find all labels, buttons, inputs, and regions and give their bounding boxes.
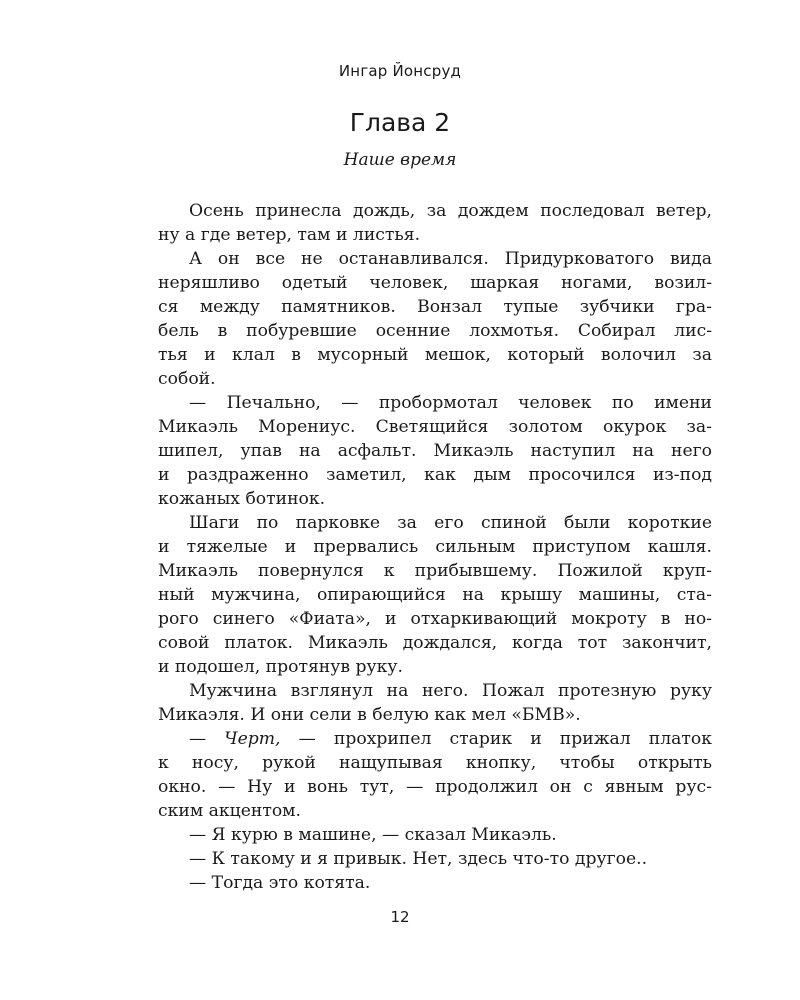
- text-line: кожаных ботинок.: [158, 489, 326, 509]
- text-line: тья и клал в мусорный мешок, который волочил за: [158, 345, 712, 365]
- text-line: — Я курю в машине, — сказал Микаэль.: [189, 825, 557, 845]
- text-line: шипел, упав на асфальт. Микаэль наступил на него: [158, 441, 712, 461]
- text-line: Микаэль Морениус. Светящийся золотом окурок за-: [158, 417, 712, 437]
- text-line: Осень принесла дождь, за дождем последовал ветер,: [189, 201, 712, 221]
- text-line: и подошел, протянув руку.: [158, 657, 403, 677]
- text-line: собой.: [158, 369, 216, 389]
- text-line: рого синего «Фиата», и отхаркивающий мокроту в но-: [158, 609, 712, 629]
- text-line: бель в побуревшие осенние лохмотья. Собирал лис-: [158, 321, 712, 341]
- text-line: и раздраженно заметил, как дым просочился из-под: [158, 465, 712, 485]
- text-line: А он все не останавливался. Придурковатого вида: [189, 249, 712, 269]
- body-text: [158, 199, 712, 895]
- text-line: Микаэль повернулся к прибывшему. Пожилой круп-: [158, 561, 712, 581]
- text-line: — К такому и я привык. Нет, здесь что-то другое..: [189, 849, 648, 869]
- text-line: Шаги по парковке за его спиной были короткие: [189, 513, 712, 533]
- text-line: ный мужчина, опирающийся на крышу машины, ста-: [158, 585, 712, 605]
- running-header-author: Ингар Йонсруд: [338, 62, 462, 80]
- emphasized-word: Черт,: [224, 729, 281, 749]
- text-line: ся между памятников. Вонзал тупые зубчики гра-: [158, 297, 712, 317]
- text-line: Микаэля. И они сели в белую как мел «БМВ».: [158, 705, 581, 725]
- text-line-with-emphasis: [158, 727, 712, 751]
- text-line-rest: — прохрипел старик и прижал платок: [298, 729, 712, 749]
- text-line: — Тогда это котята.: [189, 873, 371, 893]
- text-line: Мужчина взглянул на него. Пожал протезную руку: [189, 681, 712, 701]
- text-line: неряшливо одетый человек, шаркая ногами, возил-: [158, 273, 712, 293]
- chapter-subtitle: Наше время: [343, 150, 457, 170]
- dash-prefix: —: [189, 729, 225, 749]
- text-line: ну а где ветер, там и листья.: [158, 225, 421, 245]
- text-line: ским акцентом.: [158, 801, 302, 821]
- text-line: к носу, рукой нащупывая кнопку, чтобы открыть: [158, 753, 712, 773]
- chapter-title: Глава 2: [349, 108, 451, 137]
- page-number: 12: [390, 908, 410, 926]
- text-line: совой платок. Микаэль дождался, когда тот закончит,: [158, 633, 712, 653]
- text-line: — Печально, — пробормотал человек по имени: [189, 393, 712, 413]
- text-line: окно. — Ну и вонь тут, — продолжил он с явным рус-: [158, 777, 712, 797]
- text-line: и тяжелые и прервались сильным приступом кашля.: [158, 537, 712, 557]
